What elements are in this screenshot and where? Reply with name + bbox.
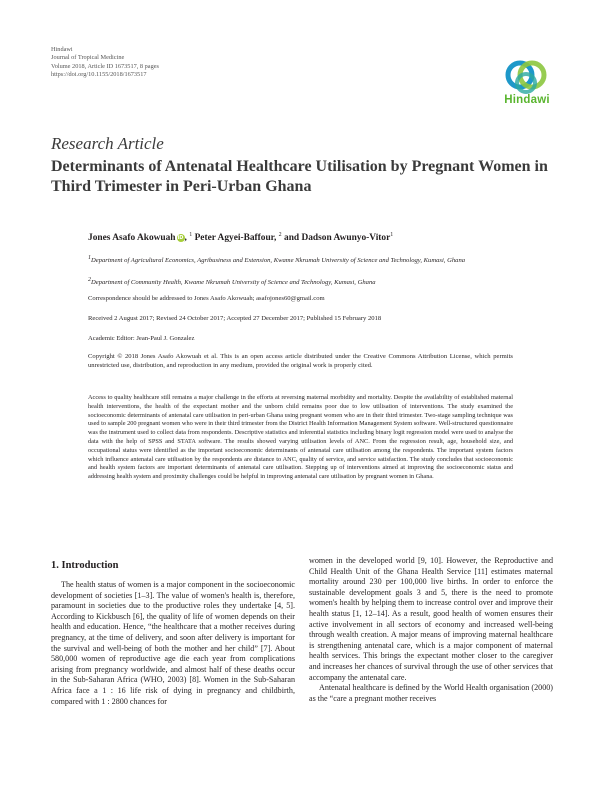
body-column-left [51, 580, 295, 707]
author-name[interactable]: Jones Asafo Akowuah [88, 233, 176, 244]
journal-name: Journal of Tropical Medicine [51, 54, 125, 62]
volume-info: Volume 2018, Article ID 1673517, 8 pages [51, 62, 159, 70]
publication-dates: Received 2 August 2017; Revised 24 October 2017; Accepted 27 December 2017; Published 15 February 2018 [88, 315, 382, 322]
hindawi-logo-text: Hindawi [504, 94, 550, 106]
doi-link[interactable]: https://doi.org/10.1155/2018/1673517 [51, 71, 147, 79]
paragraph: The health status of women is a major component in the socioeconomic development of societies [1–3]. The value of women's health is, therefore, paramount in societies due to the productive roles they undertake [4, 5]. According to Kickbusch [6], the quality of life of women depends on their health and education. Hence, “the healthcare that a mother receives during pregnancy, at the time of delivery, and soon after delivery is important for the survival and well-being of both the mother and her child” [7]. About 580,000 women of reproductive age die each year from complications arising from pregnancy worldwide, and almost half of these deaths occur in the Sub-Saharan Africa (WHO, 2003) [8]. Women in the Sub-Saharan Africa face a 1 : 16 life risk of dying in pregnancy and childbirth, compared with 1 : 2800 chances for [51, 580, 295, 706]
author-name[interactable]: Dadson Awunyo-Vitor [301, 233, 391, 244]
journal-meta [51, 46, 159, 80]
copyright-notice: Copyright © 2018 Jones Asafo Akowuah et al. This is an open access article distributed under the Creative Commons Attribution License, which permits unrestricted use, distribution, and reproduction in any medium, provided the original work is properly cited. [88, 353, 513, 369]
article-title: Determinants of Antenatal Healthcare Utilisation by Pregnant Women in Third Trimester in Peri-Urban Ghana [51, 158, 548, 195]
abstract: Access to quality healthcare still remains a major challenge in the efforts at reversing maternal morbidity and mortality. Despite the availability of established maternal health interventions, the health of the expectant mother and the unborn child remains poor due to low utilisation of interventions. The study examined the socioeconomic determinants of antenatal care utilisation in peri-urban Ghana using pregnant women who are in their third trimester. Two-stage sampling technique was used to sample 200 pregnant women who were in their third trimester from the District Health Information Management System software. Well-structured questionnaire was the instrument used to collect data from respondents. Descriptive statistics and inferential statistics including binary logit regression model were used to analyse the data with the help of SPSS and STATA software. The results showed varying utilisation levels of ANC. From the regression result, age, household size, and occupational status were identified as the important socioeconomic determinants of antenatal care utilisation among the respondents. The important system factors which influence antenatal care utilisation by the respondents are distance to ANC, quality of service, and service satisfaction. The study concludes that socioeconomic and health system factors are important determinants of antenatal care utilisation. Stepping up of interventions aimed at improving the socioeconomic status and addressing health system and proximity challenges could be helpful in improving antenatal care utilisation by pregnant women in Ghana. [88, 394, 513, 481]
correspondence: Correspondence should be addressed to Jones Asafo Akowuah; asafojones60@gmail.com [88, 295, 325, 302]
section-heading: 1. Introduction [51, 560, 119, 571]
author-name[interactable]: Peter Agyei-Baffour [194, 233, 274, 244]
academic-editor: Academic Editor: Jean-Paul J. Gonzalez [88, 335, 195, 342]
paragraph: women in the developed world [9, 10]. However, the Reproductive and Child Health Unit of the Ghana Health Service [11] estimates maternal mortality around 230 per 100,000 live births. In order to enforce the sustainable development goals 3 and 5, there is the need to promote women's health by helping them to increase control over and improve their health status [1, 12–14]. As a result, good health of women ensures their active involvement in all sectors of economy and increased well-being through wealth creation. A major means of improving maternal healthcare is strengthening antenatal care, which is a major component of maternal health services. This brings the expectant mother closer to the caregiver and increases her chances of survival through the use of other services that accompany the antenatal care. [309, 556, 553, 682]
publisher-name: Hindawi [51, 46, 73, 53]
affiliation-2: $^2$Department of Community Health, Kwame Nkrumah University of Science and Technology, Kumasi, Ghana [88, 277, 376, 287]
paragraph: Antenatal healthcare is defined by the World Health organisation (2000) as the “care a pregnant mother receives [309, 683, 553, 703]
article-type: Research Article [51, 134, 164, 153]
author-list: Jones Asafo Akowuah iD, $^1$ Peter Agyei-Baffour, $^2$ and Dadson Awunyo-Vitor$^1$ [88, 232, 394, 244]
affiliation-1: $^1$Department of Agricultural Economics, Agribusiness and Extension, Kwame Nkrumah University of Science and Technology, Kumasi, Ghana [88, 255, 466, 265]
body-column-right [309, 556, 553, 704]
orcid-icon[interactable]: iD [177, 235, 184, 242]
